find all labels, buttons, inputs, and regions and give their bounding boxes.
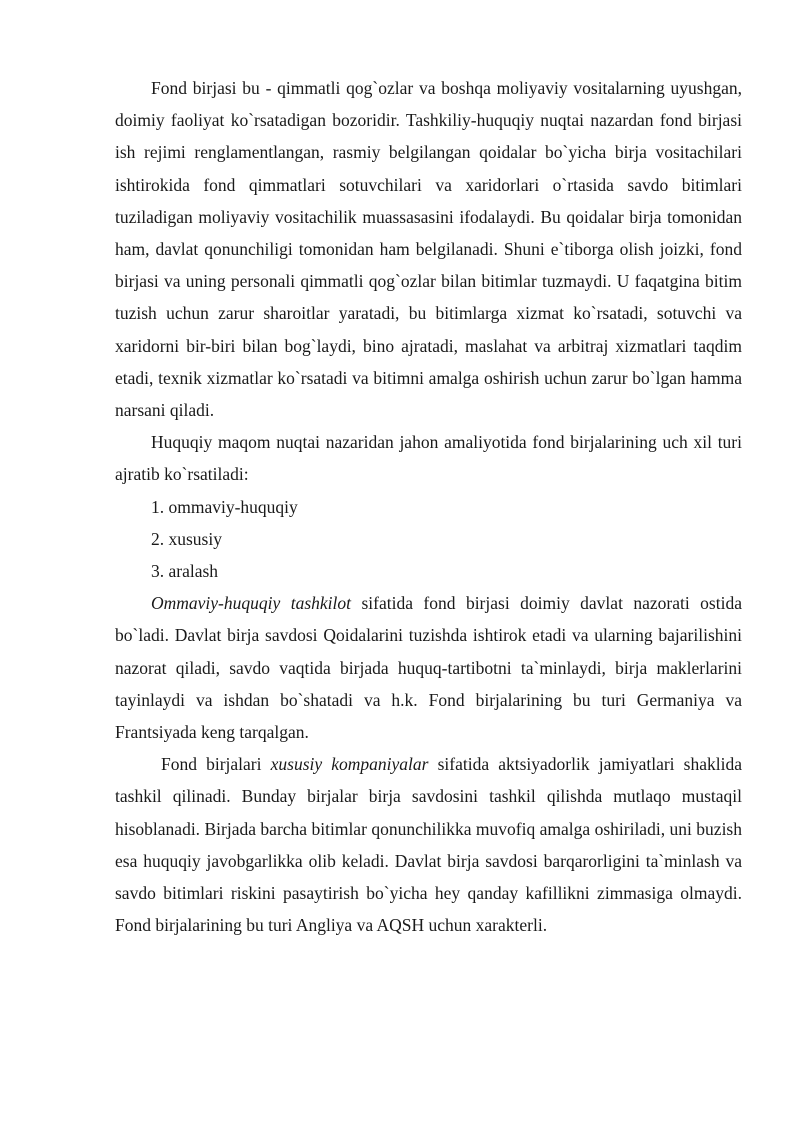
paragraph-private-lead: Fond birjalari xyxy=(161,754,271,775)
paragraph-private-text: sifatida aktsiyadorlik jamiyatlari shaklida tashkil qilinadi. Bunday birjalar birja savdosini tashkil qilishda mutlaqo mustaqil hisoblanadi. Birjada barcha bitimlar qonunchilikka muvofiq amalga oshiriladi, uni buzish esa huquqiy javobgarlikka olib keladi. Davlat birja savdosi barqarorligini ta`minlash va savdo bitimlari riskini pasaytirish bo`yicha hey qanday kafillikni zimmasiga olmaydi. Fond birjalarining bu turi Angliya va AQSH uchun xarakterli. xyxy=(115,754,742,936)
paragraph-public-legal-text: sifatida fond birjasi doimiy davlat nazorati ostida bo`ladi. Davlat birja savdosi Qoidalarini tuzishda ishtirok etadi va ularning bajarilishini nazorat qiladi, savdo vaqtida birjada huquq-tartibotni ta`minlaydi, birja maklerlarini tayinlaydi va ishdan bo`shatadi va h.k. Fond birjalarining bu turi Germaniya va Frantsiyada keng tarqalgan. xyxy=(115,593,742,743)
list-item: 2. xususiy xyxy=(151,528,222,549)
italic-term-public-legal: Ommaviy-huquqiy tashkilot xyxy=(151,593,351,614)
paragraph-public-legal xyxy=(115,587,742,748)
list-item: 1. ommaviy-huquqiy xyxy=(151,496,298,517)
paragraph-legal-status: Huquqiy maqom nuqtai nazaridan jahon amaliyotida fond birjalarining uch xil turi ajratib ko`rsatiladi: xyxy=(115,432,742,485)
paragraph-private xyxy=(115,748,742,941)
italic-term-private: xususiy kompaniyalar xyxy=(270,754,429,775)
paragraph-definition: Fond birjasi bu - qimmatli qog`ozlar va boshqa moliyaviy vositalarning uyushgan, doimiy faoliyat ko`rsatadigan bozoridir. Tashkiliy-huquqiy nuqtai nazardan fond birjasi ish rejimi renglamentlangan, rasmiy belgilangan qoidalar bo`yicha birja vositachilari ishtirokida fond qimmatlari sotuvchilari va xaridorlari o`rtasida savdo bitimlari tuziladigan moliyaviy vositachilik muassasasini ifodalaydi. Bu qoidalar birja tomonidan ham, davlat qonunchiligi tomonidan ham belgilanadi. Shuni e`tiborga olish joizki, fond birjasi va uning personali qimmatli qog`ozlar bilan bitimlar tuzmaydi. U faqatgina bitim tuzish uchun zarur sharoitlar yaratadi, bu bitimlarga xizmat ko`rsatadi, sotuvchi va xaridorni bir-biri bilan bog`laydi, bino ajratadi, maslahat va arbitraj xizmatlari taqdim etadi, texnik xizmatlar ko`rsatadi va bitimni amalga oshirish uchun zarur bo`lgan hamma narsani qiladi. xyxy=(115,78,742,421)
document-page xyxy=(115,72,742,941)
list-item: 3. aralash xyxy=(151,561,219,582)
